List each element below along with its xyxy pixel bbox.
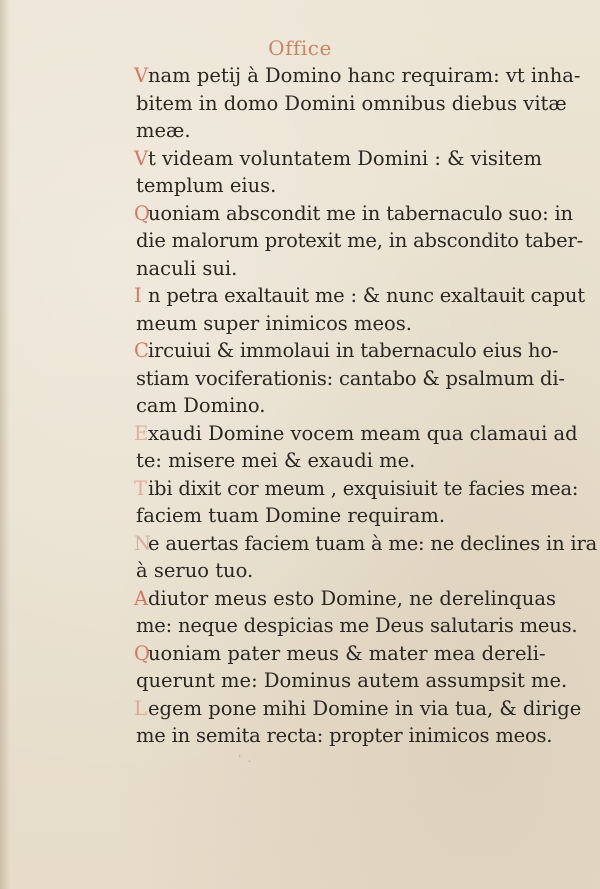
text-line: bitem in domo Domini omnibus diebus vitæ	[136, 91, 567, 115]
verse	[134, 695, 582, 750]
gutter-shadow	[0, 0, 10, 889]
text-line: me: neque despicias me Deus salutaris meus.	[136, 614, 578, 637]
rubricated-initial: I	[134, 284, 142, 307]
line-text: egem pone mihi Domine in via tua, & dirige	[148, 696, 582, 720]
rubricated-initial: C	[134, 339, 149, 362]
text-line: naculi sui.	[136, 256, 238, 280]
text-line: meæ.	[136, 119, 191, 142]
rubricated-initial: Q	[134, 641, 150, 665]
text-line	[134, 282, 585, 310]
rubricated-initial: L	[134, 696, 147, 720]
text-line	[136, 420, 576, 448]
line-text: uoniam abscondit me in tabernaculo suo: in	[148, 201, 573, 225]
verse	[134, 62, 581, 145]
text-line: templum eius.	[136, 174, 277, 197]
text-line: te: misere mei & exaudi me.	[136, 449, 416, 472]
line-text: e auertas faciem tuam à me: ne declines in ira	[148, 531, 598, 555]
text-line: meum super inimicos meos.	[136, 311, 412, 335]
text-line: me in semita recta: propter inimicos meos.	[136, 724, 553, 747]
text-line	[134, 475, 579, 503]
line-text: xaudi Domine vocem meam qua clamaui ad	[148, 421, 578, 445]
running-head: Office	[268, 36, 332, 60]
verse	[134, 282, 585, 337]
show-through-mark: ᾽ ⸱	[236, 754, 252, 770]
line-text: ibi dixit cor meum , exquisiuit te facies mea:	[148, 476, 579, 500]
rubricated-initial: T	[134, 476, 147, 500]
text-line	[134, 530, 598, 558]
text-line: faciem tuam Domine requiram.	[136, 504, 446, 527]
rubricated-initial: V	[134, 64, 149, 87]
text-line	[136, 640, 576, 668]
text-line	[134, 695, 582, 723]
line-text: uoniam pater meus & mater mea dereli-	[148, 641, 546, 665]
text-line: die malorum protexit me, in abscondito taber-	[136, 229, 583, 252]
text-line: querunt me: Dominus autem assumpsit me.	[136, 669, 568, 692]
rubricated-initial: E	[134, 421, 149, 445]
verse	[136, 640, 576, 695]
rubricated-initial: N	[134, 531, 151, 555]
line-text: n petra exaltauit me : & nunc exaltauit caput	[148, 284, 585, 307]
rubricated-initial: A	[134, 586, 149, 610]
rubricated-initial: Q	[134, 201, 150, 225]
text-line	[134, 62, 581, 90]
text-line: à seruo tuo.	[136, 559, 254, 582]
text-line	[136, 200, 576, 228]
line-text: ircuiui & immolaui in tabernaculo eius ho-	[148, 339, 559, 362]
verse	[134, 530, 598, 585]
verse	[134, 475, 579, 530]
text-line	[136, 585, 576, 613]
rubricated-initial: V	[134, 146, 149, 170]
verse	[136, 585, 576, 640]
psalm-text	[134, 62, 598, 750]
text-line	[136, 145, 576, 173]
verse	[136, 420, 576, 475]
text-line: cam Domino.	[136, 394, 266, 417]
line-text: diutor meus esto Domine, ne derelinquas	[148, 586, 556, 610]
line-text: t videam voluntatem Domini : & visitem	[148, 146, 543, 170]
verse	[136, 337, 576, 420]
verse	[134, 200, 583, 283]
verse	[136, 145, 576, 200]
text-line: stiam vociferationis: cantabo & psalmum di-	[136, 366, 565, 390]
line-text: nam petij à Domino hanc requiram: vt inha-	[148, 64, 581, 87]
text-line	[136, 337, 576, 365]
